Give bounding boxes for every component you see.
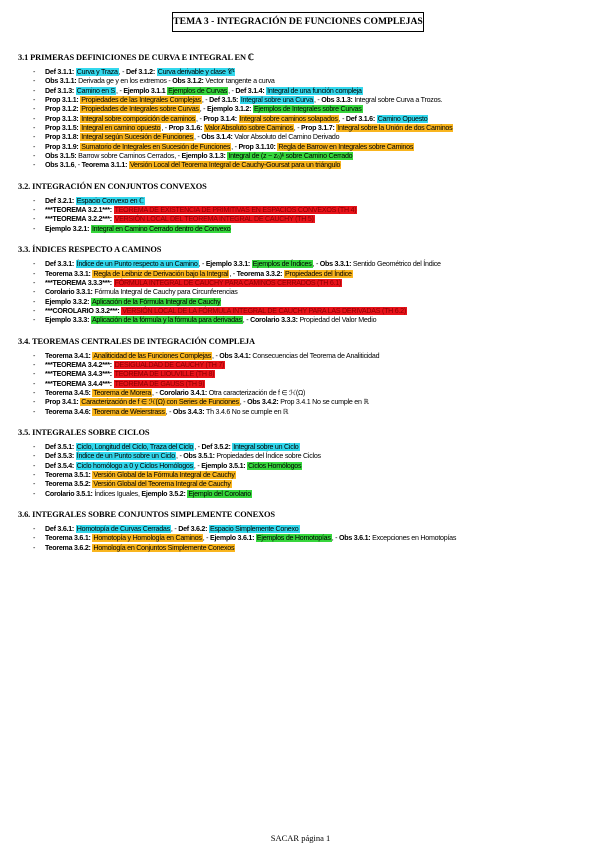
item-label: Teorema 3.1.1: <box>81 161 129 170</box>
item-text: , - <box>116 86 124 95</box>
item-text: , - <box>74 161 82 170</box>
list-item <box>18 380 596 389</box>
highlighted-text: TEOREMA DE GAUSS (TH 9) <box>114 379 205 388</box>
list-item <box>18 398 596 407</box>
item-text: Vector tangente a curva <box>205 77 275 86</box>
item-label: Teorema 3.6.2: <box>45 543 93 552</box>
item-text: , - <box>242 316 251 325</box>
highlighted-text: Integral sobre caminos solapados <box>239 114 338 123</box>
highlighted-text: Caracterización de f ∈ ℋ(Ω) con Series de Funciones <box>81 398 239 407</box>
item-label: Teorema 3.3.1: <box>45 269 93 278</box>
highlighted-text: Índice de un Punto sobre un Ciclo <box>76 452 175 461</box>
highlighted-text: Propiedades del Índice <box>284 269 352 278</box>
list-item <box>18 298 596 307</box>
section-list <box>18 260 596 325</box>
list-item <box>18 307 596 316</box>
item-text: , - <box>198 260 206 269</box>
list-item <box>18 471 596 480</box>
item-label: Ejemplo 3.2.1: <box>45 224 91 233</box>
highlighted-text: Ejemplos de Curvas <box>168 86 228 95</box>
highlighted-text: Ejemplos de Integrales sobre Curvas <box>253 105 362 114</box>
section <box>18 245 596 325</box>
highlighted-text: Aplicación de la fórmula y la fórmula para derivadas <box>91 316 242 325</box>
highlighted-text: VERSIÓN LOCAL DEL TEOREMA INTEGRAL DE CAUCHY (TH 5) <box>114 215 314 224</box>
item-label: Def 3.6.2: <box>178 525 209 534</box>
list-item <box>18 361 596 370</box>
item-label: ***TEOREMA 3.2.1***: <box>45 206 114 215</box>
highlighted-text: Curva y Traza <box>76 68 118 76</box>
section <box>18 52 596 171</box>
item-label: Def 3.1.1: <box>45 68 76 76</box>
item-label: Prop 3.1.8: <box>45 133 81 142</box>
list-item <box>18 215 596 224</box>
section-list <box>18 197 596 234</box>
item-text: , - <box>229 269 237 278</box>
highlighted-text: Ejemplos de Homotopías <box>256 534 331 543</box>
item-label: Obs 3.1.4: <box>201 133 235 142</box>
item-label: ***TEOREMA 3.2.2***: <box>45 215 114 224</box>
section-title: 3.2. INTEGRACIÓN EN CONJUNTOS CONVEXOS <box>18 181 207 191</box>
item-label: Obs 3.4.1: <box>219 351 253 360</box>
list-item <box>18 490 596 499</box>
item-text: , - <box>313 96 322 105</box>
list-item <box>18 279 596 288</box>
item-label: Ejemplo 3.5.2: <box>141 489 188 498</box>
highlighted-text: Integral sobre una Curva <box>240 96 313 105</box>
item-text: , - <box>170 525 179 534</box>
item-label: Ejemplo 3.3.2: <box>45 297 91 306</box>
highlighted-text: Espacio Convexo en ℂ <box>76 196 144 205</box>
highlighted-text: Integral sobre composición de caminos <box>81 114 196 123</box>
highlighted-text: Ciclo homólogo a 0 y Ciclos Homólogos <box>76 461 193 470</box>
highlighted-text: FÓRMULA INTEGRAL DE CAUCHY PARA CAMINOS CERRADOS (TH 6.1) <box>114 278 342 287</box>
item-label: Obs 3.1.1: <box>45 77 79 86</box>
item-text: , - <box>338 114 346 123</box>
list-item <box>18 96 596 105</box>
highlighted-text: TEOREMA DE LIOUVILLE (TH 8) <box>114 370 215 379</box>
item-label: ***COROLARIO 3.3.2***: <box>45 306 122 315</box>
item-text: , - <box>231 142 239 151</box>
list-item <box>18 124 596 133</box>
section <box>18 510 596 553</box>
highlighted-text: Integral en Camino Cerrado dentro de Convexo <box>91 224 231 233</box>
item-text: , - <box>312 260 320 269</box>
list-item <box>18 225 596 234</box>
item-label: Teorema 3.5.2: <box>45 480 93 489</box>
highlighted-text: Analiticidad de las Funciones Complejas <box>93 351 211 360</box>
item-text: , - <box>331 534 339 543</box>
item-label: Ejemplo 3.1.2: <box>207 105 253 114</box>
item-label: Def 3.5.2: <box>201 442 233 451</box>
highlighted-text: Integral sobre la Unión de dos Caminos <box>337 124 453 133</box>
section-list <box>18 68 596 171</box>
item-label: Obs 3.1.5: <box>45 152 79 161</box>
item-label: Def 3.1.6: <box>345 114 377 123</box>
section-list <box>18 525 596 553</box>
list-item <box>18 452 596 461</box>
highlighted-text: Ejemplo del Corolario <box>188 489 251 498</box>
item-text: Fórmula Integral de Cauchy para Circunferencias <box>94 288 238 297</box>
item-text: , - <box>201 96 210 105</box>
section-title: 3.5. INTEGRALES SOBRE CICLOS <box>18 427 150 437</box>
page-footer: SACAR página 1 <box>270 833 331 843</box>
highlighted-text: Teorema de Morera <box>93 388 152 397</box>
highlighted-text: Regla de Leibniz de Derivación bajo la Integral <box>93 269 229 278</box>
highlighted-text: Integral en camino opuesto <box>81 124 161 133</box>
highlighted-text: Versión Global del Teorema Integral de Cauchy <box>93 480 231 489</box>
list-item <box>18 105 596 114</box>
item-label: Def 3.1.4: <box>235 86 267 95</box>
list-item <box>18 370 596 379</box>
item-text: , - <box>199 105 208 114</box>
highlighted-text: Camino en S <box>76 86 116 95</box>
highlighted-text: Aplicación de la Fórmula Integral de Cauchy <box>91 297 221 306</box>
item-text: , - <box>194 442 202 451</box>
item-label: Prop 3.1.4: <box>203 114 239 123</box>
item-text: , - <box>196 114 204 123</box>
item-label: Teorema 3.4.6: <box>45 407 93 416</box>
item-label: Def 3.1.3: <box>45 86 76 95</box>
item-label: Obs 3.3.1: <box>319 260 353 269</box>
list-item <box>18 197 596 206</box>
item-label: Ejemplo 3.1.1 <box>123 86 168 95</box>
item-label: Prop 3.1.1: <box>45 96 81 105</box>
item-text: , - <box>193 133 202 142</box>
item-label: Teorema 3.5.1: <box>45 471 93 479</box>
item-text: , <box>137 489 142 498</box>
item-label: Ejemplo 3.1.3: <box>181 152 228 161</box>
highlighted-text: Teorema de Weierstrass <box>93 407 165 416</box>
list-item <box>18 408 596 417</box>
highlighted-text: Camino Opuesto <box>377 114 428 123</box>
list-item <box>18 260 596 269</box>
list-item <box>18 389 596 398</box>
item-text: Propiedades del Índice sobre Ciclos <box>216 452 321 461</box>
item-text: Th 3.4.6 No se cumple en ℝ <box>206 407 289 416</box>
item-label: Corolario 3.5.1: <box>45 489 95 498</box>
highlighted-text: DESIGUALDAD DE CAUCHY (TH 7) <box>114 360 225 369</box>
item-label: Def 3.6.1: <box>45 525 76 534</box>
item-label: Corolario 3.4.1: <box>159 388 209 397</box>
list-item <box>18 270 596 279</box>
item-text: Propiedad del Valor Medio <box>299 316 377 325</box>
section-list <box>18 352 596 417</box>
section-list <box>18 443 596 499</box>
item-label: Corolario 3.3.3: <box>250 316 300 325</box>
highlighted-text: Versión Global de la Fórmula Integral de Cauchy <box>93 471 235 479</box>
item-text: , - <box>228 86 236 95</box>
item-label: Def 3.3.1: <box>45 260 76 269</box>
section-title: 3.6. INTEGRALES SOBRE CONJUNTOS SIMPLEMENTE CONEXOS <box>18 510 275 520</box>
list-item <box>18 480 596 489</box>
item-text: - <box>166 77 173 86</box>
item-label: Prop 3.1.9: <box>45 142 81 151</box>
item-text: Valor Absoluto del Camino Derivado <box>234 133 340 142</box>
item-label: Teorema 3.4.1: <box>45 351 93 360</box>
item-label: Obs 3.6.1: <box>338 534 373 543</box>
item-text: Sentido Geométrico del Índice <box>352 260 441 269</box>
item-label: Teorema 3.6.1: <box>45 534 93 543</box>
item-text: Consecuencias del Teorema de Analiticidad <box>252 351 380 360</box>
item-text: , - <box>293 124 302 133</box>
item-label: ***TEOREMA 3.4.2***: <box>45 360 114 369</box>
item-label: Prop 3.1.2: <box>45 105 81 114</box>
item-label: Def 3.5.3: <box>45 452 76 461</box>
highlighted-text: Versión Local del Teorema Integral de Cauchy-Goursat para un triángulo <box>129 161 341 170</box>
item-label: Ejemplo 3.6.1: <box>209 534 256 543</box>
item-text: , - <box>174 152 182 161</box>
highlighted-text: Índice de un Punto respecto a un Camino <box>76 260 198 269</box>
item-text: Índices Iguales <box>94 489 138 498</box>
item-label: ***TEOREMA 3.4.3***: <box>45 370 114 379</box>
item-label: Obs 3.4.2: <box>247 398 281 407</box>
highlighted-text: Integral de (z − z₀)ᵏ sobre Camino Cerrado <box>228 152 353 161</box>
document-body <box>18 52 596 564</box>
list-item <box>18 68 596 77</box>
highlighted-text: Sumatorio de Integrales en Sucesión de Funciones <box>81 142 231 151</box>
item-text: Derivada ge y en los extremos <box>78 77 167 86</box>
highlighted-text: TEOREMA DE EXISTENCIA DE PRIMITIVAS EN ESPACIOS CONVEXOS (TH 4) <box>114 206 357 215</box>
item-label: Teorema 3.3.2: <box>236 269 284 278</box>
item-text: , - <box>202 534 210 543</box>
highlighted-text: Integral de una función compleja <box>267 86 362 95</box>
section <box>18 182 596 234</box>
highlighted-text: VERSIÓN LOCAL DE LA FÓRMULA INTEGRAL DE CAUCHY PARA LAS DERIVADAS (TH 6.2) <box>122 306 406 315</box>
item-text: , - <box>161 124 169 133</box>
item-label: Ejemplo 3.5.1: <box>201 461 248 470</box>
item-label: Prop 3.1.5: <box>45 124 81 133</box>
item-text: , - <box>152 388 160 397</box>
item-label: ***TEOREMA 3.3.3***: <box>45 278 114 287</box>
highlighted-text: Integral sobre un Ciclo <box>233 442 299 451</box>
list-item <box>18 115 596 124</box>
item-label: Def 3.5.4: <box>45 461 76 470</box>
item-text: , - <box>239 398 248 407</box>
highlighted-text: Homotopía de Curvas Cerradas <box>76 525 170 534</box>
item-label: Prop 3.1.3: <box>45 114 81 123</box>
page-title: TEMA 3 - INTEGRACIÓN DE FUNCIONES COMPLEJAS <box>172 12 424 32</box>
item-text: Otra caracterización de f ∈ ℋ(Ω) <box>208 388 306 397</box>
item-text: , - <box>118 68 126 76</box>
list-item <box>18 161 596 170</box>
highlighted-text: Propiedades de las Integrales Complejas <box>81 96 201 105</box>
highlighted-text: Regla de Barrow en Integrales sobre Caminos <box>278 142 414 151</box>
item-text: , - <box>193 461 202 470</box>
list-item <box>18 352 596 361</box>
list-item <box>18 316 596 325</box>
item-label: Prop 3.1.6: <box>168 124 204 133</box>
highlighted-text: Ejemplos de Índices <box>252 260 312 269</box>
item-label: Obs 3.1.2: <box>172 77 206 86</box>
list-item <box>18 534 596 543</box>
section-title: 3.3. ÍNDICES RESPECTO A CAMINOS <box>18 245 162 255</box>
item-label: Obs 3.5.1: <box>183 452 217 461</box>
item-label: Def 3.2.1: <box>45 196 76 205</box>
list-item <box>18 87 596 96</box>
item-label: Obs 3.4.3: <box>172 407 207 416</box>
section <box>18 428 596 499</box>
list-item <box>18 288 596 297</box>
section <box>18 337 596 417</box>
item-label: Def 3.1.2: <box>125 68 157 76</box>
item-label: Obs 3.1.6 <box>45 161 75 170</box>
highlighted-text: Homotopía y Homología en Caminos <box>93 534 202 543</box>
list-item <box>18 544 596 553</box>
highlighted-text: Curva derivable y clase 𝒞¹ <box>157 68 235 76</box>
item-label: Obs 3.1.3: <box>321 96 355 105</box>
highlighted-text: Espacio Simplemente Conexo <box>209 525 299 534</box>
list-item <box>18 143 596 152</box>
list-item <box>18 152 596 161</box>
item-label: Prop 3.1.10: <box>238 142 278 151</box>
item-label: Prop 3.1.7: <box>301 124 337 133</box>
list-item <box>18 133 596 142</box>
item-text: Barrow sobre Caminos Cerrados <box>78 152 175 161</box>
section-title: 3.1 PRIMERAS DEFINICIONES DE CURVA E INTEGRAL EN ℂ <box>18 53 254 62</box>
item-label: ***TEOREMA 3.4.4***: <box>45 379 114 388</box>
item-text: , - <box>212 351 220 360</box>
highlighted-text: Integral según Sucesión de Funciones <box>81 133 193 142</box>
item-label: Ejemplo 3.3.1: <box>205 260 252 269</box>
item-label: Teorema 3.4.5: <box>45 388 93 397</box>
section-title: 3.4. TEOREMAS CENTRALES DE INTEGRACIÓN COMPLEJA <box>18 336 255 346</box>
item-text: Integral sobre Curva a Trozos. <box>354 96 443 105</box>
highlighted-text: Ciclo, Longitud del Ciclo, Traza del Ciclo <box>76 442 194 451</box>
highlighted-text: Homología en Conjuntos Simplemente Conexos <box>93 543 235 552</box>
item-text: , - <box>165 407 173 416</box>
item-text: , - <box>176 452 184 461</box>
item-text: Excepciones en Homotopías <box>372 534 457 543</box>
item-label: Ejemplo 3.3.3: <box>45 316 91 325</box>
list-item <box>18 443 596 452</box>
highlighted-text: Ciclos Homólogos <box>248 461 302 470</box>
highlighted-text: Propiedades de Integrales sobre Curvas <box>81 105 199 114</box>
list-item <box>18 462 596 471</box>
list-item <box>18 77 596 86</box>
item-label: Corolario 3.3.1: <box>45 288 95 297</box>
item-label: Def 3.5.1: <box>45 442 76 451</box>
item-label: Prop 3.4.1: <box>45 398 81 407</box>
item-label: Def 3.1.5: <box>209 96 240 105</box>
highlighted-text: Valor Absoluto sobre Caminos <box>204 124 293 133</box>
list-item <box>18 525 596 534</box>
item-text: Prop 3.4.1 No se cumple en ℝ <box>280 398 369 407</box>
